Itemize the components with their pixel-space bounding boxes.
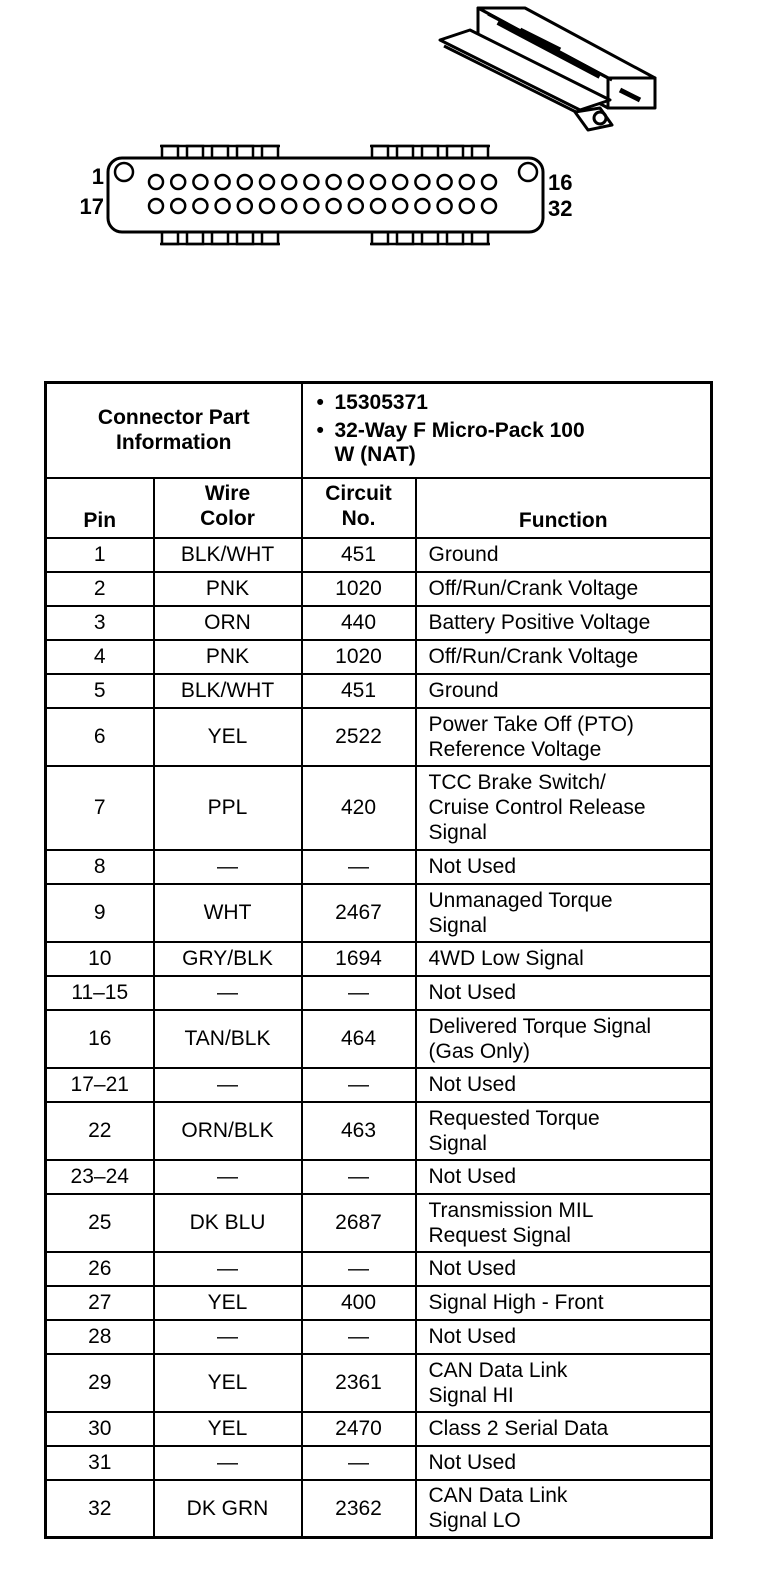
top-tab xyxy=(397,146,413,158)
table-row xyxy=(46,1286,712,1320)
top-tab xyxy=(422,146,438,158)
pin-cell: 32 xyxy=(46,1480,154,1538)
bottom-tab xyxy=(212,232,228,244)
function-line: Not Used xyxy=(428,1073,517,1096)
function-line: Not Used xyxy=(428,1325,517,1348)
function-cell xyxy=(416,1160,712,1194)
table-row xyxy=(46,850,712,884)
function-line: Signal LO xyxy=(428,1509,521,1533)
circuit-cell: — xyxy=(302,976,416,1010)
pin-cell: 23–24 xyxy=(46,1160,154,1194)
pin-cell: 10 xyxy=(46,942,154,976)
wire-color-cell: — xyxy=(154,850,302,884)
wire-color-cell: ORN/BLK xyxy=(154,1102,302,1160)
function-cell xyxy=(416,766,712,850)
function-cell xyxy=(416,884,712,942)
function-cell xyxy=(416,572,712,606)
wire-color-cell: YEL xyxy=(154,1286,302,1320)
function-cell xyxy=(416,538,712,572)
function-line: Transmission MIL xyxy=(428,1198,594,1222)
table-row xyxy=(46,538,712,572)
table-row xyxy=(46,1102,712,1160)
pin-cell: 2 xyxy=(46,572,154,606)
table-header-row xyxy=(46,478,712,538)
function-cell xyxy=(416,1412,712,1446)
wire-color-cell: WHT xyxy=(154,884,302,942)
connector-info-title-line2: Information xyxy=(116,431,232,455)
function-line: Not Used xyxy=(428,981,517,1004)
circuit-cell: — xyxy=(302,1446,416,1480)
pin-cell: 30 xyxy=(46,1412,154,1446)
function-line: Power Take Off (PTO) xyxy=(428,712,634,736)
wire-color-cell: TAN/BLK xyxy=(154,1010,302,1068)
circuit-cell: — xyxy=(302,1320,416,1354)
wire-color-cell: BLK/WHT xyxy=(154,538,302,572)
table-row xyxy=(46,942,712,976)
pin-cell: 9 xyxy=(46,884,154,942)
header-function: Function xyxy=(416,478,712,538)
circuit-cell: — xyxy=(302,1160,416,1194)
wire-color-cell: — xyxy=(154,1160,302,1194)
bottom-tab xyxy=(422,232,438,244)
pin-cell: 1 xyxy=(46,538,154,572)
function-cell xyxy=(416,942,712,976)
function-cell xyxy=(416,1286,712,1320)
function-cell xyxy=(416,708,712,766)
table-row xyxy=(46,1480,712,1538)
wire-color-cell: YEL xyxy=(154,708,302,766)
table-row xyxy=(46,1068,712,1102)
pin-cell: 8 xyxy=(46,850,154,884)
bottom-tab xyxy=(372,232,388,244)
top-tab xyxy=(262,146,278,158)
table-row xyxy=(46,674,712,708)
pin-cell: 6 xyxy=(46,708,154,766)
connector-face xyxy=(108,158,543,232)
table-row xyxy=(46,1354,712,1412)
pin-label-17: 17 xyxy=(79,194,104,219)
bottom-tab xyxy=(187,232,203,244)
pin-cell: 11–15 xyxy=(46,976,154,1010)
bottom-tab xyxy=(162,232,178,244)
circuit-cell: 420 xyxy=(302,766,416,850)
function-cell xyxy=(416,1194,712,1252)
function-line: Not Used xyxy=(428,1165,517,1188)
function-line: Class 2 Serial Data xyxy=(428,1417,609,1440)
top-tab xyxy=(372,146,388,158)
wire-color-cell: PPL xyxy=(154,766,302,850)
function-cell xyxy=(416,1102,712,1160)
wire-color-cell: YEL xyxy=(154,1354,302,1412)
pin-cell: 26 xyxy=(46,1252,154,1286)
table-row xyxy=(46,1320,712,1354)
header-wire-color-line2: Color xyxy=(200,506,255,530)
table-row xyxy=(46,1252,712,1286)
wire-color-cell: PNK xyxy=(154,572,302,606)
connector-info-list xyxy=(309,391,705,467)
header-circuit-no xyxy=(302,478,416,538)
table-row xyxy=(46,1010,712,1068)
function-line: (Gas Only) xyxy=(428,1039,531,1063)
function-line: Ground xyxy=(428,543,499,566)
circuit-cell: — xyxy=(302,1068,416,1102)
circuit-cell: 464 xyxy=(302,1010,416,1068)
function-cell xyxy=(416,1252,712,1286)
function-line: Request Signal xyxy=(428,1223,571,1247)
pin-cell: 7 xyxy=(46,766,154,850)
wire-color-cell: — xyxy=(154,1320,302,1354)
wire-color-cell: ORN xyxy=(154,606,302,640)
circuit-cell: 1694 xyxy=(302,942,416,976)
function-line: Signal HI xyxy=(428,1383,514,1407)
circuit-cell: 2687 xyxy=(302,1194,416,1252)
function-line: 4WD Low Signal xyxy=(428,947,584,970)
bottom-tab xyxy=(447,232,463,244)
function-line: CAN Data Link xyxy=(428,1358,568,1382)
function-line: Not Used xyxy=(428,1451,517,1474)
connector-description xyxy=(309,419,705,467)
function-line: Off/Run/Crank Voltage xyxy=(428,577,639,600)
table-row xyxy=(46,1160,712,1194)
pin-label-16: 16 xyxy=(548,170,573,195)
pin-cell: 28 xyxy=(46,1320,154,1354)
connector-info-row xyxy=(46,383,712,478)
circuit-cell: — xyxy=(302,1252,416,1286)
wire-color-cell: DK GRN xyxy=(154,1480,302,1538)
table-row xyxy=(46,1194,712,1252)
connector-part-number: • 15305371 xyxy=(309,391,705,415)
function-cell xyxy=(416,640,712,674)
table-row xyxy=(46,1412,712,1446)
table-row xyxy=(46,884,712,942)
circuit-cell: 2361 xyxy=(302,1354,416,1412)
table-row xyxy=(46,976,712,1010)
pin-cell: 16 xyxy=(46,1010,154,1068)
connector-info-label xyxy=(46,383,302,478)
function-line: Cruise Control Release xyxy=(428,796,646,819)
function-line: CAN Data Link xyxy=(428,1484,568,1508)
function-cell xyxy=(416,1354,712,1412)
function-line: Delivered Torque Signal xyxy=(428,1014,652,1038)
wire-color-cell: YEL xyxy=(154,1412,302,1446)
function-cell xyxy=(416,1068,712,1102)
function-cell xyxy=(416,1480,712,1538)
connector-info-title-line1: Connector Part xyxy=(97,406,250,430)
header-pin: Pin xyxy=(46,478,154,538)
pin-cell: 31 xyxy=(46,1446,154,1480)
wire-color-cell: — xyxy=(154,976,302,1010)
function-line: Signal xyxy=(428,1131,487,1155)
top-tab xyxy=(447,146,463,158)
pin-cell: 27 xyxy=(46,1286,154,1320)
pin-label-1: 1 xyxy=(91,164,104,189)
table-row xyxy=(46,640,712,674)
table-row xyxy=(46,708,712,766)
function-line: Signal High - Front xyxy=(428,1291,604,1314)
function-line: Battery Positive Voltage xyxy=(428,611,651,634)
function-cell xyxy=(416,850,712,884)
top-tab xyxy=(237,146,253,158)
function-line: Reference Voltage xyxy=(428,737,602,761)
circuit-cell: 2522 xyxy=(302,708,416,766)
pin-cell: 3 xyxy=(46,606,154,640)
header-circuit-no-line1: Circuit xyxy=(325,481,392,505)
wire-color-cell: PNK xyxy=(154,640,302,674)
pin-label-32: 32 xyxy=(548,196,573,221)
wire-color-cell: — xyxy=(154,1446,302,1480)
table-row xyxy=(46,1446,712,1480)
pinout-table xyxy=(44,381,713,1539)
wire-color-cell: — xyxy=(154,1252,302,1286)
table-row xyxy=(46,766,712,850)
function-line: Ground xyxy=(428,679,499,702)
circuit-cell: 440 xyxy=(302,606,416,640)
circuit-cell: 1020 xyxy=(302,572,416,606)
function-cell xyxy=(416,1320,712,1354)
circuit-cell: 451 xyxy=(302,674,416,708)
circuit-cell: 400 xyxy=(302,1286,416,1320)
pin-cell: 17–21 xyxy=(46,1068,154,1102)
wire-color-cell: BLK/WHT xyxy=(154,674,302,708)
function-line: Signal xyxy=(428,913,487,937)
circuit-cell: 2362 xyxy=(302,1480,416,1538)
function-cell xyxy=(416,1010,712,1068)
connector-3d-illustration xyxy=(440,8,655,130)
circuit-cell: 2467 xyxy=(302,884,416,942)
circuit-cell: 463 xyxy=(302,1102,416,1160)
function-cell xyxy=(416,606,712,640)
bottom-tab xyxy=(237,232,253,244)
connector-description-line2: W (NAT) xyxy=(334,443,416,467)
function-line: TCC Brake Switch/ xyxy=(428,771,606,794)
top-tab xyxy=(162,146,178,158)
top-tab xyxy=(212,146,228,158)
bottom-tab xyxy=(472,232,488,244)
function-line: Not Used xyxy=(428,855,517,878)
connector-info-details xyxy=(302,383,712,478)
top-tab xyxy=(472,146,488,158)
connector-diagram xyxy=(0,0,768,360)
circuit-cell: — xyxy=(302,850,416,884)
circuit-cell: 451 xyxy=(302,538,416,572)
header-wire-color xyxy=(154,478,302,538)
bottom-tab xyxy=(397,232,413,244)
pin-cell: 22 xyxy=(46,1102,154,1160)
function-cell xyxy=(416,1446,712,1480)
function-cell xyxy=(416,976,712,1010)
header-wire-color-line1: Wire xyxy=(204,481,251,505)
function-line: Requested Torque xyxy=(428,1106,600,1130)
function-line: Unmanaged Torque xyxy=(428,888,613,912)
wire-color-cell: DK BLU xyxy=(154,1194,302,1252)
connector-description-line1: 32-Way F Micro-Pack 100 xyxy=(334,419,585,443)
wire-color-cell: — xyxy=(154,1068,302,1102)
pin-cell: 4 xyxy=(46,640,154,674)
pin-cell: 25 xyxy=(46,1194,154,1252)
header-circuit-no-line2: No. xyxy=(341,506,376,530)
function-line: Signal xyxy=(428,821,487,844)
function-cell xyxy=(416,674,712,708)
top-tab xyxy=(187,146,203,158)
bottom-tab xyxy=(262,232,278,244)
wire-color-cell: GRY/BLK xyxy=(154,942,302,976)
pin-cell: 29 xyxy=(46,1354,154,1412)
function-line: Off/Run/Crank Voltage xyxy=(428,645,639,668)
pin-cell: 5 xyxy=(46,674,154,708)
function-line: Not Used xyxy=(428,1257,517,1280)
table-row xyxy=(46,606,712,640)
table-row xyxy=(46,572,712,606)
circuit-cell: 2470 xyxy=(302,1412,416,1446)
circuit-cell: 1020 xyxy=(302,640,416,674)
